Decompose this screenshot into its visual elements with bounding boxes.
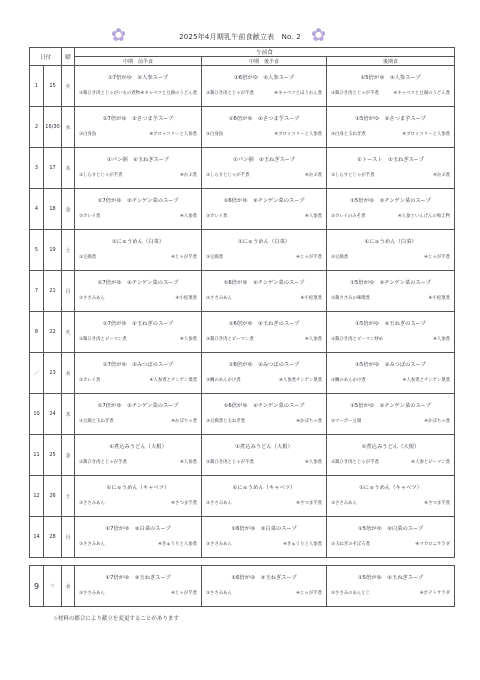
side-dish: ④かぶ煮	[179, 172, 198, 178]
meal-cell	[202, 394, 327, 435]
page-title: 2025年4月期乳午前食献立表 No. 2	[179, 33, 301, 41]
meal-line-main: ①煮込みうどん（大根）	[109, 443, 167, 450]
meal-line-main: ①にゅうめん（キャベツ）	[232, 484, 296, 491]
meal-line-sides	[75, 133, 201, 137]
side-dish: ④マカロニサラダ	[415, 541, 451, 547]
meal-line-sides	[75, 92, 201, 96]
side-dish: ④じゃが芋煮	[296, 590, 322, 596]
col-late-header: 後期食	[327, 57, 455, 66]
row-date: ☆	[44, 566, 62, 607]
meal-line-main: ①5倍がゆ ②チンゲン菜のスープ	[350, 402, 431, 409]
row-index: 7	[30, 271, 44, 312]
meal-line-sides	[75, 174, 201, 178]
meal-line-main: ①6倍がゆ ②チンゲン菜のスープ	[223, 402, 305, 409]
meal-line-sides	[327, 174, 454, 178]
side-dish: ④人参煮	[304, 336, 323, 342]
side-dish: ④かぼちゃ煮	[424, 418, 451, 424]
meal-cell	[327, 435, 455, 476]
meal-line-main: ①にゅうめん（キャベツ）	[359, 484, 422, 491]
side-dish: ③玉ねぎのそぼろ煮	[331, 541, 371, 547]
row-date: 18	[44, 189, 62, 230]
meal-cell	[327, 107, 455, 148]
side-dish: ④人参煮チンゲン菜煮	[278, 377, 323, 383]
side-dish: ③鶏ひき肉とじゃが芋煮	[331, 90, 379, 96]
side-dish: ④人参煮	[179, 459, 198, 465]
side-dish: ③豆腐と玉ねぎ煮	[79, 418, 114, 424]
meal-cell	[75, 566, 202, 607]
side-dish: ④小松菜煮	[300, 295, 323, 301]
meal-line-sides	[202, 461, 326, 465]
row-index: 10	[30, 394, 44, 435]
meal-cell	[327, 394, 455, 435]
meal-line-sides	[327, 543, 454, 547]
row-date: 28	[44, 517, 62, 558]
meal-line-sides	[75, 256, 201, 260]
meal-cell	[202, 312, 327, 353]
meal-line-sides	[327, 379, 454, 383]
meal-line-sides	[327, 133, 454, 137]
meal-cell	[202, 189, 327, 230]
meal-line-sides	[202, 174, 326, 178]
col-day-header: 日付	[30, 48, 62, 66]
row-weekday: 金	[62, 189, 75, 230]
row-index: 1	[30, 66, 44, 107]
row-date: 17	[44, 148, 62, 189]
side-dish: ④人参といんげんの和え物	[397, 213, 451, 219]
row-date: 22	[44, 312, 62, 353]
meal-cell	[75, 230, 202, 271]
meal-line-sides	[75, 379, 201, 383]
side-dish: ④さつま芋煮	[171, 500, 198, 506]
row-index: 9	[30, 566, 44, 607]
meal-cell	[327, 566, 455, 607]
side-dish: ③ささみあん	[206, 541, 232, 547]
side-dish: ③ささみあん	[79, 295, 105, 301]
table-row	[30, 189, 455, 230]
meal-line-sides	[202, 592, 326, 596]
side-dish: ④人参煮	[304, 213, 323, 219]
meal-line-sides	[202, 420, 326, 424]
meal-line-main: ①7倍がゆ ②チンゲン菜のスープ	[97, 402, 179, 409]
meal-line-sides	[327, 215, 454, 219]
meal-line-main: ①7倍がゆ ②チンゲン菜のスープ	[97, 197, 179, 204]
row-date: 24	[44, 394, 62, 435]
meal-line-sides	[327, 256, 454, 260]
meal-cell	[327, 189, 455, 230]
row-index: 12	[30, 476, 44, 517]
meal-line-main: ①7倍がゆ ②さつま芋スープ	[102, 115, 174, 122]
table-row	[30, 107, 455, 148]
meal-cell	[327, 353, 455, 394]
row-weekday: 水	[62, 566, 75, 607]
side-dish: ③豆腐煮	[79, 254, 97, 260]
meal-cell	[202, 66, 327, 107]
meal-line-sides	[327, 502, 454, 506]
side-dish: ④ブロッコリーと人参煮	[402, 131, 451, 137]
side-dish: ③鶏ひき肉とピーマン炒め	[331, 336, 384, 342]
table-row	[30, 566, 455, 607]
meal-line-main: ①パン粥 ②玉ねぎスープ	[107, 156, 169, 163]
side-dish: ④人参煮	[304, 459, 323, 465]
meal-cell	[202, 107, 327, 148]
flower-left-icon: ✿	[111, 25, 127, 46]
side-dish: ③鯛のあんかけ煮	[331, 377, 366, 383]
side-dish: ③カレイのみそ煮	[331, 213, 366, 219]
side-dish: ④キャベツと豆腐のうどん煮	[393, 90, 451, 96]
side-dish: ④ブロッコリーと人参煮	[149, 131, 198, 137]
col-dow-header: 曜	[62, 48, 75, 66]
meal-cell	[327, 517, 455, 558]
side-dish: ③鶏ささみの味噌煮	[331, 295, 371, 301]
meal-cell	[327, 230, 455, 271]
meal-line-sides	[202, 379, 326, 383]
row-weekday: 火	[62, 66, 75, 107]
meal-cell	[75, 189, 202, 230]
table-row	[30, 312, 455, 353]
meal-line-main: ①7倍がゆ ②みつばのスープ	[102, 361, 174, 368]
meal-line-main: ①7倍がゆ ②玉ねぎスープ	[105, 574, 171, 581]
meal-line-sides	[202, 297, 326, 301]
row-weekday: 火	[62, 312, 75, 353]
table-row	[30, 271, 455, 312]
meal-line-main: ①5倍がゆ ②玉ねぎスープ	[357, 574, 424, 581]
meal-line-main: ①6倍がゆ ②チンゲン菜のスープ	[223, 197, 305, 204]
side-dish: ④じゃが芋煮	[171, 590, 197, 596]
meal-line-main: ①6倍がゆ ②玉ねぎのスープ	[228, 320, 300, 327]
meal-cell	[327, 271, 455, 312]
side-dish: ③ささみあん	[331, 500, 357, 506]
meal-line-main: ①7倍がゆ ②チンゲン菜のスープ	[97, 279, 179, 286]
meal-line-sides	[75, 215, 201, 219]
table-row	[30, 230, 455, 271]
meal-line-sides	[202, 256, 326, 260]
meal-cell	[75, 517, 202, 558]
menu-body	[30, 66, 455, 558]
meal-cell	[75, 476, 202, 517]
meal-cell	[202, 566, 327, 607]
meal-cell	[327, 312, 455, 353]
meal-line-main: ①煮込みうどん（大根）	[361, 443, 420, 450]
meal-line-main: ①7倍がゆ ②白菜のスープ	[105, 525, 171, 532]
row-date: 19	[44, 230, 62, 271]
side-dish: ④人参煮とチンゲン菜煮	[149, 377, 198, 383]
row-weekday: 木	[62, 148, 75, 189]
side-dish: ③鶏ひき肉とピーマン煮	[206, 336, 254, 342]
side-dish: ④キャベツとほうれん煮	[274, 90, 323, 96]
side-dish: ④じゃが芋煮	[424, 254, 451, 260]
row-index: ／	[30, 353, 44, 394]
table-row	[30, 148, 455, 189]
meal-line-sides	[202, 92, 326, 96]
meal-line-sides	[75, 461, 201, 465]
table-row	[30, 517, 455, 558]
table-row	[30, 435, 455, 476]
meal-cell	[202, 148, 327, 189]
meal-line-sides	[75, 420, 201, 424]
meal-cell	[202, 435, 327, 476]
meal-line-main: ①5倍がゆ ②チンゲン菜のスープ	[350, 279, 431, 286]
meal-line-sides	[75, 592, 201, 596]
side-dish: ③カレイ煮	[206, 213, 228, 219]
side-dish: ③鶏ひき肉とじゃが芋煮	[331, 459, 379, 465]
side-dish: ③ささみあん	[79, 500, 105, 506]
row-weekday: 水	[62, 107, 75, 148]
meal-cell	[75, 148, 202, 189]
row-weekday: 土	[62, 476, 75, 517]
side-dish: ③鯛のあんかけ煮	[206, 377, 241, 383]
side-dish: ③ささみあん	[79, 541, 105, 547]
row-weekday: 月	[62, 271, 75, 312]
meal-line-main: ①5倍がゆ ②白菜のスープ	[357, 525, 424, 532]
side-dish: ③白身魚	[79, 131, 97, 137]
meal-line-sides	[327, 420, 454, 424]
side-dish: ④かぶ煮	[432, 172, 451, 178]
extra-table	[29, 565, 455, 607]
row-date: 26	[44, 476, 62, 517]
side-dish: ③鶏ひき肉とピーマン煮	[79, 336, 127, 342]
meal-line-main: ①6倍がゆ ②玉ねぎスープ	[231, 574, 297, 581]
side-dish: ④かぶ煮	[304, 172, 323, 178]
col-early-header: 中期 前半食	[75, 57, 202, 66]
side-dish: ③豆腐煮と玉ねぎ煮	[206, 418, 246, 424]
meal-line-main: ①にゅうめん（白菜）	[364, 238, 417, 245]
meal-cell	[202, 476, 327, 517]
meal-line-sides	[327, 461, 454, 465]
extra-body	[30, 566, 455, 607]
meal-line-sides	[327, 92, 454, 96]
side-dish: ④さつま芋煮	[296, 500, 323, 506]
menu-table	[29, 47, 455, 558]
side-dish: ③鶏ひき肉とじゃが芋煮	[206, 90, 254, 96]
side-dish: ④人参とピーマン煮	[411, 459, 451, 465]
side-dish: ④さつま芋煮	[424, 500, 451, 506]
meal-line-main: ①5倍がゆ ②みつばのスープ	[355, 361, 426, 368]
row-index: 11	[30, 435, 44, 476]
meal-line-sides	[327, 297, 454, 301]
meal-line-sides	[202, 502, 326, 506]
meal-cell	[75, 353, 202, 394]
table-row	[30, 353, 455, 394]
row-index: 8	[30, 312, 44, 353]
row-date: 16/30	[44, 107, 62, 148]
meal-line-main: ①5倍がゆ ②さつま芋スープ	[355, 115, 426, 122]
row-weekday: 土	[62, 230, 75, 271]
side-dish: ③鶏ひき肉とじゃがいもの煮物	[79, 90, 141, 96]
side-dish: ③ささみあん	[206, 295, 232, 301]
footnote: ☆材料の都合により献立を変更することがあります	[53, 616, 179, 622]
side-dish: ④キャベツと豆腐のうどん煮	[140, 90, 198, 96]
side-dish: ④かぼちゃ煮	[296, 418, 323, 424]
side-dish: ④小松菜煮	[175, 295, 198, 301]
row-weekday: 木	[62, 394, 75, 435]
meal-line-main: ①6倍がゆ ②白菜のスープ	[231, 525, 297, 532]
side-dish: ④かぼちゃ煮	[171, 418, 198, 424]
row-index: 4	[30, 189, 44, 230]
row-date: 25	[44, 435, 62, 476]
meal-cell	[327, 148, 455, 189]
side-dish: ③白身魚	[206, 131, 224, 137]
table-row	[30, 476, 455, 517]
meal-cell	[75, 66, 202, 107]
row-date: 15	[44, 66, 62, 107]
side-dish: ④じゃが芋煮	[296, 254, 323, 260]
side-dish: ③ささみあん	[206, 500, 232, 506]
side-dish: ③しらすとじゃが芋煮	[331, 172, 375, 178]
side-dish: ③ささみあん	[79, 590, 105, 596]
meal-line-main: ①煮込みうどん（大根）	[235, 443, 293, 450]
side-dish: ④人参煮	[179, 336, 198, 342]
meal-line-main: ①6倍がゆ ②人参スープ	[234, 74, 295, 81]
meal-line-sides	[75, 297, 201, 301]
side-dish: ③しらすとじゃが芋煮	[79, 172, 123, 178]
row-weekday: 水	[62, 353, 75, 394]
meal-line-sides	[202, 215, 326, 219]
meal-cell	[75, 271, 202, 312]
side-dish: ④ブロッコリーと人参煮	[274, 131, 323, 137]
row-index: 3	[30, 148, 44, 189]
row-index: 5	[30, 230, 44, 271]
row-index: 14	[30, 517, 44, 558]
side-dish: ④小松菜煮	[428, 295, 451, 301]
row-index: 2	[30, 107, 44, 148]
side-dish: ④きゅうりと人参煮	[157, 541, 198, 547]
meal-cell	[202, 353, 327, 394]
meal-line-sides	[202, 338, 326, 342]
meal-cell	[75, 394, 202, 435]
meal-line-sides	[75, 338, 201, 342]
side-dish: ③白身と玉ねぎ煮	[331, 131, 366, 137]
side-dish: ③鶏ひき肉とじゃが芋煮	[79, 459, 127, 465]
row-date: 21	[44, 271, 62, 312]
side-dish: ③豆腐煮	[206, 254, 224, 260]
row-date: 23	[44, 353, 62, 394]
side-dish: ③カレイ煮	[79, 377, 101, 383]
side-dish: ④人参煮とチンゲン菜煮	[402, 377, 451, 383]
meal-line-main: ①にゅうめん（白菜）	[237, 238, 291, 245]
meal-cell	[327, 66, 455, 107]
meal-line-main: ①7倍がゆ ②玉ねぎのスープ	[102, 320, 174, 327]
flower-right-icon: ✿	[311, 25, 327, 46]
table-row	[30, 394, 455, 435]
meal-line-main: ①トースト ②玉ねぎスープ	[357, 156, 425, 163]
row-weekday: 月	[62, 517, 75, 558]
meal-line-sides	[202, 133, 326, 137]
side-dish: ③カレイ煮	[79, 213, 101, 219]
meal-line-sides	[75, 502, 201, 506]
meal-line-main: ①5倍がゆ ②玉ねぎのスープ	[355, 320, 426, 327]
side-dish: ③豆腐煮	[331, 254, 349, 260]
side-dish: ④ポテトサラダ	[419, 590, 450, 596]
side-dish: ④じゃが芋煮	[171, 254, 198, 260]
side-dish: ④きゅうりと人参煮	[282, 541, 323, 547]
col-mid-header: 中期 後半食	[202, 57, 327, 66]
meal-line-main: ①パン粥 ②玉ねぎスープ	[233, 156, 295, 163]
side-dish: ③ささみあん	[206, 590, 232, 596]
meal-cell	[202, 230, 327, 271]
meal-line-sides	[327, 338, 454, 342]
meal-cell	[327, 476, 455, 517]
side-dish: ④人参煮	[179, 213, 198, 219]
meal-line-main: ①にゅうめん（白菜）	[111, 238, 165, 245]
side-dish: ③ささみのあんとじ	[331, 590, 371, 596]
meal-cell	[202, 517, 327, 558]
meal-line-sides	[202, 543, 326, 547]
col-group-header: 午前食	[75, 48, 455, 57]
meal-line-main: ①6倍がゆ ②さつま芋スープ	[228, 115, 300, 122]
side-dish: ③マーボー豆腐	[331, 418, 362, 424]
meal-line-main: ①7倍がゆ ②人参スープ	[108, 74, 169, 81]
meal-line-main: ①にゅうめん（キャベツ）	[106, 484, 170, 491]
meal-cell	[75, 107, 202, 148]
meal-cell	[75, 435, 202, 476]
side-dish: ③鶏ひき肉とじゃが芋煮	[206, 459, 254, 465]
table-row	[30, 66, 455, 107]
meal-line-main: ①6倍がゆ ②チンゲン菜のスープ	[223, 279, 305, 286]
side-dish: ③しらすとじゃが芋煮	[206, 172, 250, 178]
meal-line-main: ①5倍がゆ ②人参スープ	[360, 74, 421, 81]
meal-cell	[202, 271, 327, 312]
meal-line-main: ①6倍がゆ ②みつばのスープ	[228, 361, 300, 368]
row-weekday: 金	[62, 435, 75, 476]
side-dish: ④人参煮	[432, 336, 451, 342]
meal-cell	[75, 312, 202, 353]
meal-line-sides	[75, 543, 201, 547]
meal-line-sides	[327, 592, 454, 596]
meal-line-main: ①5倍がゆ ②チンゲン菜のスープ	[350, 197, 431, 204]
